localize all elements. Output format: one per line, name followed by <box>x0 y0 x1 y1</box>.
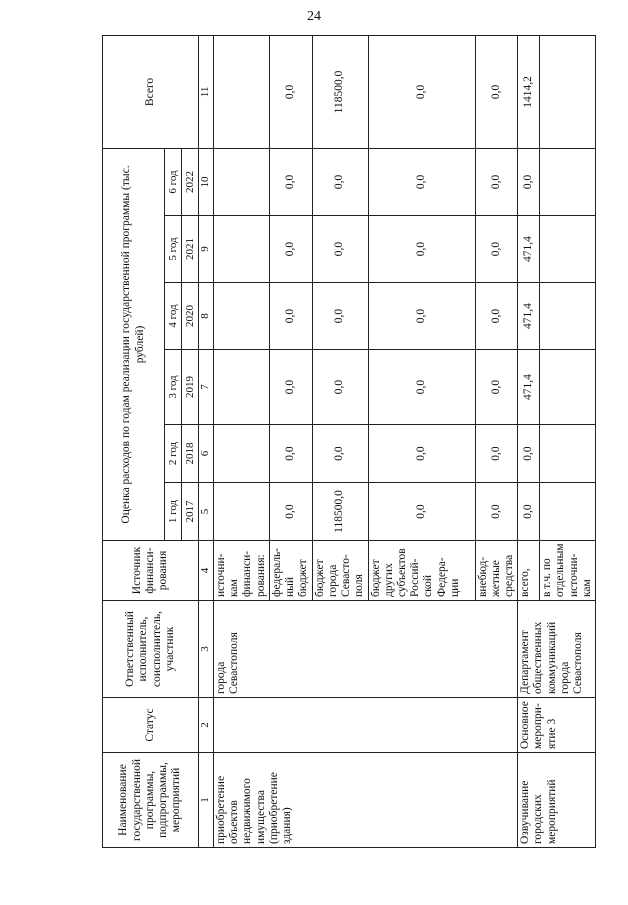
value-cell <box>214 425 270 483</box>
value-cell: 0,0 <box>269 483 312 541</box>
year-value: 2017 <box>182 483 199 541</box>
funding-source: источни-кам финанси-рования: <box>214 541 270 601</box>
activity-status: Основное меропри-ятие 3 <box>518 698 596 753</box>
value-cell: 0,0 <box>475 350 518 425</box>
value-cell: 0,0 <box>475 483 518 541</box>
value-cell: 471,4 <box>518 350 540 425</box>
year-value: 2018 <box>182 425 199 483</box>
value-cell: 0,0 <box>312 425 368 483</box>
value-cell: 0,0 <box>368 283 475 350</box>
funding-source: всего, <box>518 541 540 601</box>
value-cell <box>214 350 270 425</box>
column-number: 9 <box>199 216 214 283</box>
total-cell: 0,0 <box>269 35 312 148</box>
column-number: 2 <box>199 698 214 753</box>
column-number: 6 <box>199 425 214 483</box>
activity-name: Озвучивание городских мероприятий <box>518 753 596 848</box>
value-cell: 0,0 <box>475 148 518 215</box>
value-cell: 0,0 <box>368 148 475 215</box>
column-number: 11 <box>199 35 214 148</box>
total-cell <box>540 35 596 148</box>
value-cell: 0,0 <box>368 350 475 425</box>
header-estimate: Оценка расходов по годам реализации государственной программы (тыс. рублей) <box>103 148 165 540</box>
total-cell <box>214 35 270 148</box>
value-cell: 0,0 <box>269 425 312 483</box>
funding-source: бюджет других субъектов Россий-ской Федера-ции <box>368 541 475 601</box>
value-cell <box>540 283 596 350</box>
value-cell: 0,0 <box>312 216 368 283</box>
value-cell <box>214 216 270 283</box>
year-value: 2019 <box>182 350 199 425</box>
activity-executor: Департамент общественных коммуникаций города Севастополя <box>518 601 596 698</box>
year-label: 1 год <box>165 483 182 541</box>
value-cell: 0,0 <box>475 283 518 350</box>
value-cell: 0,0 <box>269 216 312 283</box>
value-cell <box>540 483 596 541</box>
value-cell <box>540 350 596 425</box>
column-number: 4 <box>199 541 214 601</box>
year-value: 2021 <box>182 216 199 283</box>
total-cell: 118500,0 <box>312 35 368 148</box>
year-label: 4 год <box>165 283 182 350</box>
budget-table <box>102 35 596 848</box>
year-label: 6 год <box>165 148 182 215</box>
value-cell: 118500,0 <box>312 483 368 541</box>
year-label: 5 год <box>165 216 182 283</box>
funding-source: федераль-ный бюджет <box>269 541 312 601</box>
activity-status <box>214 698 518 753</box>
total-cell: 0,0 <box>368 35 475 148</box>
activity-name: приобретение объектов недвижимого имущества (приобретение здания) <box>214 753 518 848</box>
funding-source: внебюд-жетные средства <box>475 541 518 601</box>
total-cell: 1414,2 <box>518 35 540 148</box>
value-cell: 0,0 <box>518 483 540 541</box>
funding-source: в т.ч. по отдельным источни-кам <box>540 541 596 601</box>
value-cell: 471,4 <box>518 283 540 350</box>
value-cell: 0,0 <box>312 350 368 425</box>
year-label: 3 год <box>165 350 182 425</box>
value-cell: 0,0 <box>368 483 475 541</box>
value-cell <box>214 483 270 541</box>
table-row <box>518 35 540 847</box>
value-cell: 0,0 <box>518 148 540 215</box>
value-cell <box>214 283 270 350</box>
header-source: Источник финанси-рования <box>103 541 199 601</box>
value-cell: 0,0 <box>312 148 368 215</box>
value-cell: 0,0 <box>475 216 518 283</box>
year-label: 2 год <box>165 425 182 483</box>
header-executor: Ответственный исполнитель, соисполнитель, участник <box>103 601 199 698</box>
value-cell: 0,0 <box>518 425 540 483</box>
value-cell <box>540 148 596 215</box>
value-cell: 0,0 <box>368 216 475 283</box>
column-number: 10 <box>199 148 214 215</box>
value-cell: 0,0 <box>269 350 312 425</box>
total-cell: 0,0 <box>475 35 518 148</box>
value-cell: 0,0 <box>475 425 518 483</box>
value-cell: 0,0 <box>312 283 368 350</box>
year-value: 2022 <box>182 148 199 215</box>
column-number: 3 <box>199 601 214 698</box>
page-number: 24 <box>307 9 321 24</box>
value-cell <box>540 425 596 483</box>
year-value: 2020 <box>182 283 199 350</box>
rotated-table-container <box>102 36 593 848</box>
column-number: 5 <box>199 483 214 541</box>
value-cell <box>214 148 270 215</box>
column-number: 7 <box>199 350 214 425</box>
value-cell: 0,0 <box>269 148 312 215</box>
header-name: Наименование государственной программы, подпрограммы, мероприятий <box>103 753 199 848</box>
column-number: 1 <box>199 753 214 848</box>
column-number: 8 <box>199 283 214 350</box>
header-total: Всего <box>103 35 199 148</box>
header-status: Статус <box>103 698 199 753</box>
value-cell <box>540 216 596 283</box>
value-cell: 471,4 <box>518 216 540 283</box>
table-row <box>214 35 270 847</box>
activity-executor: города Севастополя <box>214 601 518 698</box>
value-cell: 0,0 <box>368 425 475 483</box>
funding-source: бюджет города Севасто-поля <box>312 541 368 601</box>
value-cell: 0,0 <box>269 283 312 350</box>
